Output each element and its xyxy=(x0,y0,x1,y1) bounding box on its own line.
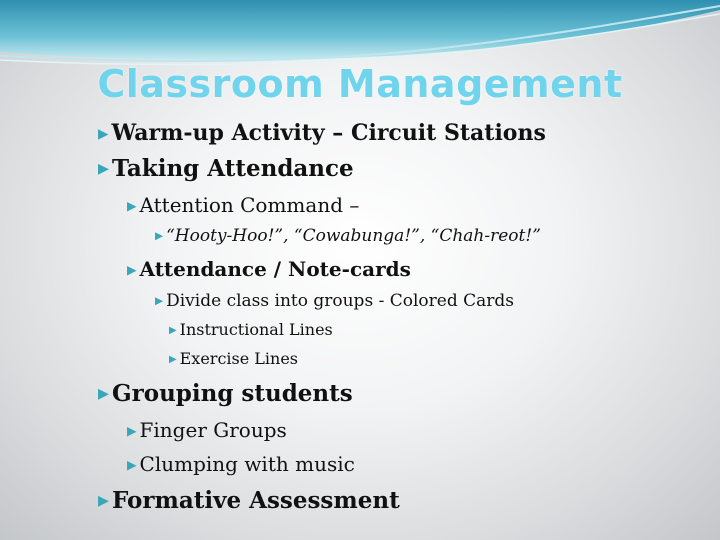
bullet-text: Attendance / Note-cards xyxy=(139,257,411,281)
slide-title: Classroom Management xyxy=(97,62,623,106)
triangle-bullet-icon: ▶ xyxy=(169,325,177,337)
triangle-bullet-icon: ▶ xyxy=(155,230,164,243)
triangle-bullet-icon: ▶ xyxy=(98,161,109,178)
triangle-bullet-icon: ▶ xyxy=(127,456,137,472)
bullet-exercise-lines xyxy=(169,349,298,368)
bullet-text: Exercise Lines xyxy=(179,349,299,368)
bullet-text: Clumping with music xyxy=(139,452,355,476)
bullet-text: Grouping students xyxy=(111,380,353,407)
triangle-bullet-icon: ▶ xyxy=(127,197,137,213)
triangle-bullet-icon: ▶ xyxy=(155,295,164,308)
triangle-bullet-icon: ▶ xyxy=(98,125,109,142)
triangle-bullet-icon: ▶ xyxy=(127,422,137,438)
bullet-attendance-note-cards xyxy=(127,257,411,281)
bullet-instructional-lines xyxy=(169,320,333,339)
bullet-grouping-students xyxy=(98,380,353,407)
triangle-bullet-icon: ▶ xyxy=(98,493,109,510)
bullet-formative-assessment xyxy=(98,487,400,514)
bullet-text: Divide class into groups - Colored Cards xyxy=(166,291,514,311)
bullet-clumping-music xyxy=(127,452,355,476)
bullet-warm-up xyxy=(98,120,546,146)
bullet-attention-command xyxy=(127,193,359,217)
triangle-bullet-icon: ▶ xyxy=(127,261,137,277)
bullet-text: Formative Assessment xyxy=(111,487,400,514)
bullet-text: Warm-up Activity – Circuit Stations xyxy=(111,120,546,146)
bullet-attention-phrases xyxy=(155,226,541,246)
bullet-text: Instructional Lines xyxy=(179,320,333,339)
bullet-text: Finger Groups xyxy=(139,418,287,442)
bullet-taking-attendance xyxy=(98,155,354,182)
triangle-bullet-icon: ▶ xyxy=(169,354,177,366)
bullet-text: Attention Command – xyxy=(139,193,360,217)
bullet-finger-groups xyxy=(127,418,287,442)
bullet-divide-class xyxy=(155,291,514,311)
bullet-text: Taking Attendance xyxy=(111,155,354,182)
bullet-text: “Hooty-Hoo!”, “Cowabunga!”, “Chah-reot!” xyxy=(166,226,541,246)
triangle-bullet-icon: ▶ xyxy=(98,386,109,403)
